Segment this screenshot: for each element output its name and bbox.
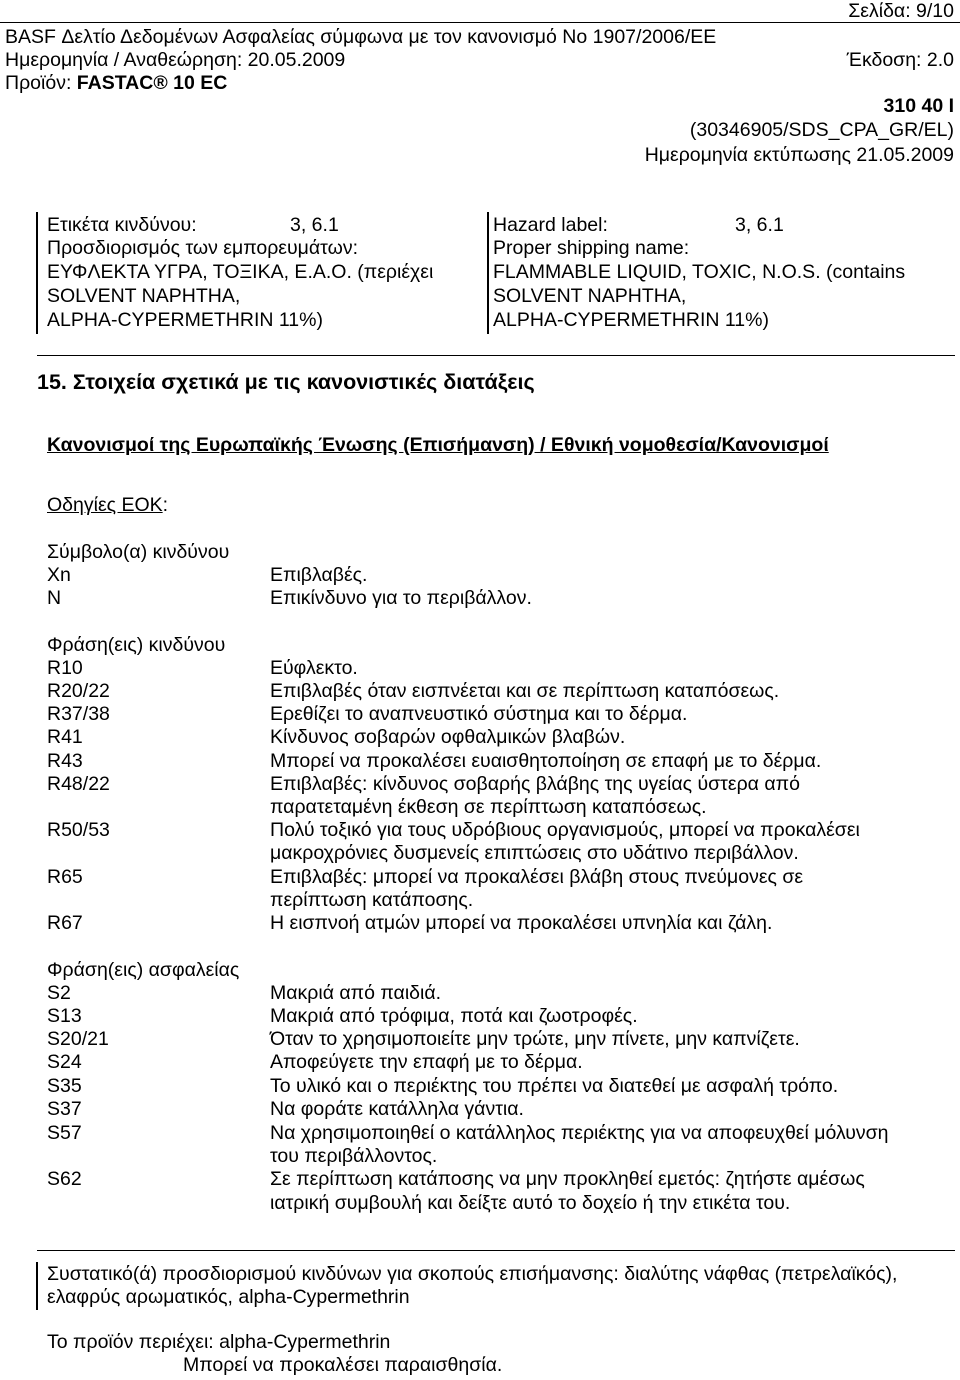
risk-code: R37/38 [47, 703, 110, 725]
labelling-components: ελαφρύς αρωματικός, alpha-Cypermethrin [47, 1286, 410, 1308]
risk-code: R65 [47, 866, 83, 888]
page-number: Σελίδα: 9/10 [848, 0, 954, 22]
risk-phrases-heading: Φράση(εις) κινδύνου [47, 634, 226, 656]
hazard-value-en: 3, 6.1 [735, 214, 784, 236]
hazard-label-en: Hazard label: [493, 214, 608, 236]
shipping-name-gr: SOLVENT NAPHTHA, [47, 285, 241, 307]
safety-text: Να χρησιμοποιηθεί ο κατάλληλος περιέκτης για να αποφευχθεί μόλυνση [270, 1122, 889, 1144]
symbol-text: Επιβλαβές. [270, 564, 368, 586]
safety-text: του περιβάλλοντος. [270, 1145, 438, 1167]
section-title: 15. Στοιχεία σχετικά με τις κανονιστικές διατάξεις [37, 370, 535, 394]
sds-id: (30346905/SDS_CPA_GR/EL) [689, 119, 954, 141]
safety-code: S35 [47, 1075, 82, 1097]
version: Έκδοση: 2.0 [846, 49, 954, 71]
product-name: FASTAC® 10 EC [76, 72, 228, 94]
product-label: Προϊόν: [5, 72, 77, 94]
risk-text: Κίνδυνος σοβαρών οφθαλμικών βλαβών. [270, 726, 626, 748]
risk-code: R67 [47, 912, 83, 934]
safety-code: S20/21 [47, 1028, 109, 1050]
section-divider [37, 1250, 955, 1251]
risk-text: Μπορεί να προκαλέσει ευαισθητοποίηση σε επαφή με το δέρμα. [270, 750, 822, 772]
risk-text: παρατεταμένη έκθεση σε περίπτωση καταπόσεως. [270, 796, 707, 818]
risk-text: περίπτωση κατάποσης. [270, 889, 474, 911]
regulations-heading: Κανονισμοί της Ευρωπαϊκής Ένωσης (Επισήμανση) / Εθνική νομοθεσία/Κανονισμοί [47, 434, 829, 456]
shipping-name-en: ALPHA-CYPERMETHRIN 11%) [493, 309, 769, 331]
eec-directives-heading [47, 494, 168, 517]
risk-text: Επιβλαβές: μπορεί να προκαλέσει βλάβη στους πνεύμονες σε [270, 866, 804, 888]
symbols-heading: Σύμβολο(α) κινδύνου [47, 541, 230, 563]
risk-code: R20/22 [47, 680, 110, 702]
safety-text: Μακριά από παιδιά. [270, 982, 442, 1004]
shipping-name-label-gr: Προσδιορισμός των εμπορευμάτων: [47, 237, 358, 259]
symbol-code: Xn [47, 564, 71, 586]
revision-date: Ημερομηνία / Αναθεώρηση: 20.05.2009 [5, 49, 346, 71]
shipping-name-gr: ΕΥΦΛΕΚΤΑ ΥΓΡΑ, ΤΟΞΙΚΑ, Ε.Α.Ο. (περιέχει [47, 261, 434, 283]
header-divider [0, 22, 960, 23]
safety-code: S37 [47, 1098, 82, 1120]
print-date: Ημερομηνία εκτύπωσης 21.05.2009 [644, 144, 954, 166]
product-contains: Το προϊόν περιέχει: alpha-Cypermethrin [47, 1331, 391, 1353]
hazard-label-gr: Ετικέτα κινδύνου: [47, 214, 197, 236]
risk-text: Επιβλαβές όταν εισπνέεται και σε περίπτωση καταπόσεως. [270, 680, 780, 702]
hazard-value-gr: 3, 6.1 [290, 214, 339, 236]
risk-code: R50/53 [47, 819, 110, 841]
shipping-name-label-en: Proper shipping name: [493, 237, 690, 259]
change-bar [36, 212, 38, 334]
document-title: BASF Δελτίο Δεδομένων Ασφαλείας σύμφωνα με τον κανονισμό Νο 1907/2006/ΕΕ [5, 26, 717, 48]
risk-text: μακροχρόνιες δυσμενείς επιπτώσεις στο υδάτινο περιβάλλον. [270, 842, 799, 864]
labelling-components: Συστατικό(ά) προσδιορισμού κινδύνων για σκοπούς επισήμανσης: διαλύτης νάφθας (πετρελαϊκός), [47, 1263, 898, 1285]
product-line [5, 72, 227, 95]
section-divider [37, 355, 955, 356]
symbol-code: N [47, 587, 62, 609]
safety-text: ιατρική συμβουλή και δείξτε αυτό το δοχείο ή την ετικέτα του. [270, 1192, 791, 1214]
risk-text: Πολύ τοξικό για τους υδρόβιους οργανισμούς, μπορεί να προκαλέσει [270, 819, 860, 841]
risk-code: R10 [47, 657, 83, 679]
product-code: 310 40 I [883, 95, 954, 117]
product-contains-note: Μπορεί να προκαλέσει παραισθησία. [183, 1354, 503, 1376]
risk-code: R41 [47, 726, 83, 748]
eec-directives-label: Οδηγίες ΕΟΚ [47, 494, 163, 516]
safety-text: Μακριά από τρόφιμα, ποτά και ζωοτροφές. [270, 1005, 638, 1027]
safety-text: Σε περίπτωση κατάποσης να μην προκληθεί εμετός: ζητήστε αμέσως [270, 1168, 865, 1190]
safety-code: S2 [47, 982, 71, 1004]
safety-code: S24 [47, 1051, 82, 1073]
change-bar [487, 212, 489, 334]
eec-directives-colon: : [162, 494, 169, 516]
safety-text: Να φοράτε κατάλληλα γάντια. [270, 1098, 524, 1120]
shipping-name-en: SOLVENT NAPHTHA, [493, 285, 687, 307]
safety-text: Όταν το χρησιμοποιείτε μην τρώτε, μην πίνετε, μην καπνίζετε. [270, 1028, 800, 1050]
safety-text: Αποφεύγετε την επαφή με το δέρμα. [270, 1051, 583, 1073]
safety-phrases-heading: Φράση(εις) ασφαλείας [47, 959, 240, 981]
safety-text: Το υλικό και ο περιέκτης του πρέπει να διατεθεί με ασφαλή τρόπο. [270, 1075, 839, 1097]
risk-text: Επιβλαβές: κίνδυνος σοβαρής βλάβης της υγείας ύστερα από [270, 773, 800, 795]
risk-text: Η εισπνοή ατμών μπορεί να προκαλέσει υπνηλία και ζάλη. [270, 912, 773, 934]
change-bar [36, 1262, 38, 1310]
risk-text: Εύφλεκτο. [270, 657, 358, 679]
safety-code: S13 [47, 1005, 82, 1027]
shipping-name-gr: ALPHA-CYPERMETHRIN 11%) [47, 309, 323, 331]
safety-code: S57 [47, 1122, 82, 1144]
risk-code: R43 [47, 750, 83, 772]
shipping-name-en: FLAMMABLE LIQUID, TOXIC, N.O.S. (contains [493, 261, 906, 283]
risk-code: R48/22 [47, 773, 110, 795]
safety-code: S62 [47, 1168, 82, 1190]
risk-text: Ερεθίζει το αναπνευστικό σύστημα και το δέρμα. [270, 703, 688, 725]
symbol-text: Επικίνδυνο για το περιβάλλον. [270, 587, 532, 609]
